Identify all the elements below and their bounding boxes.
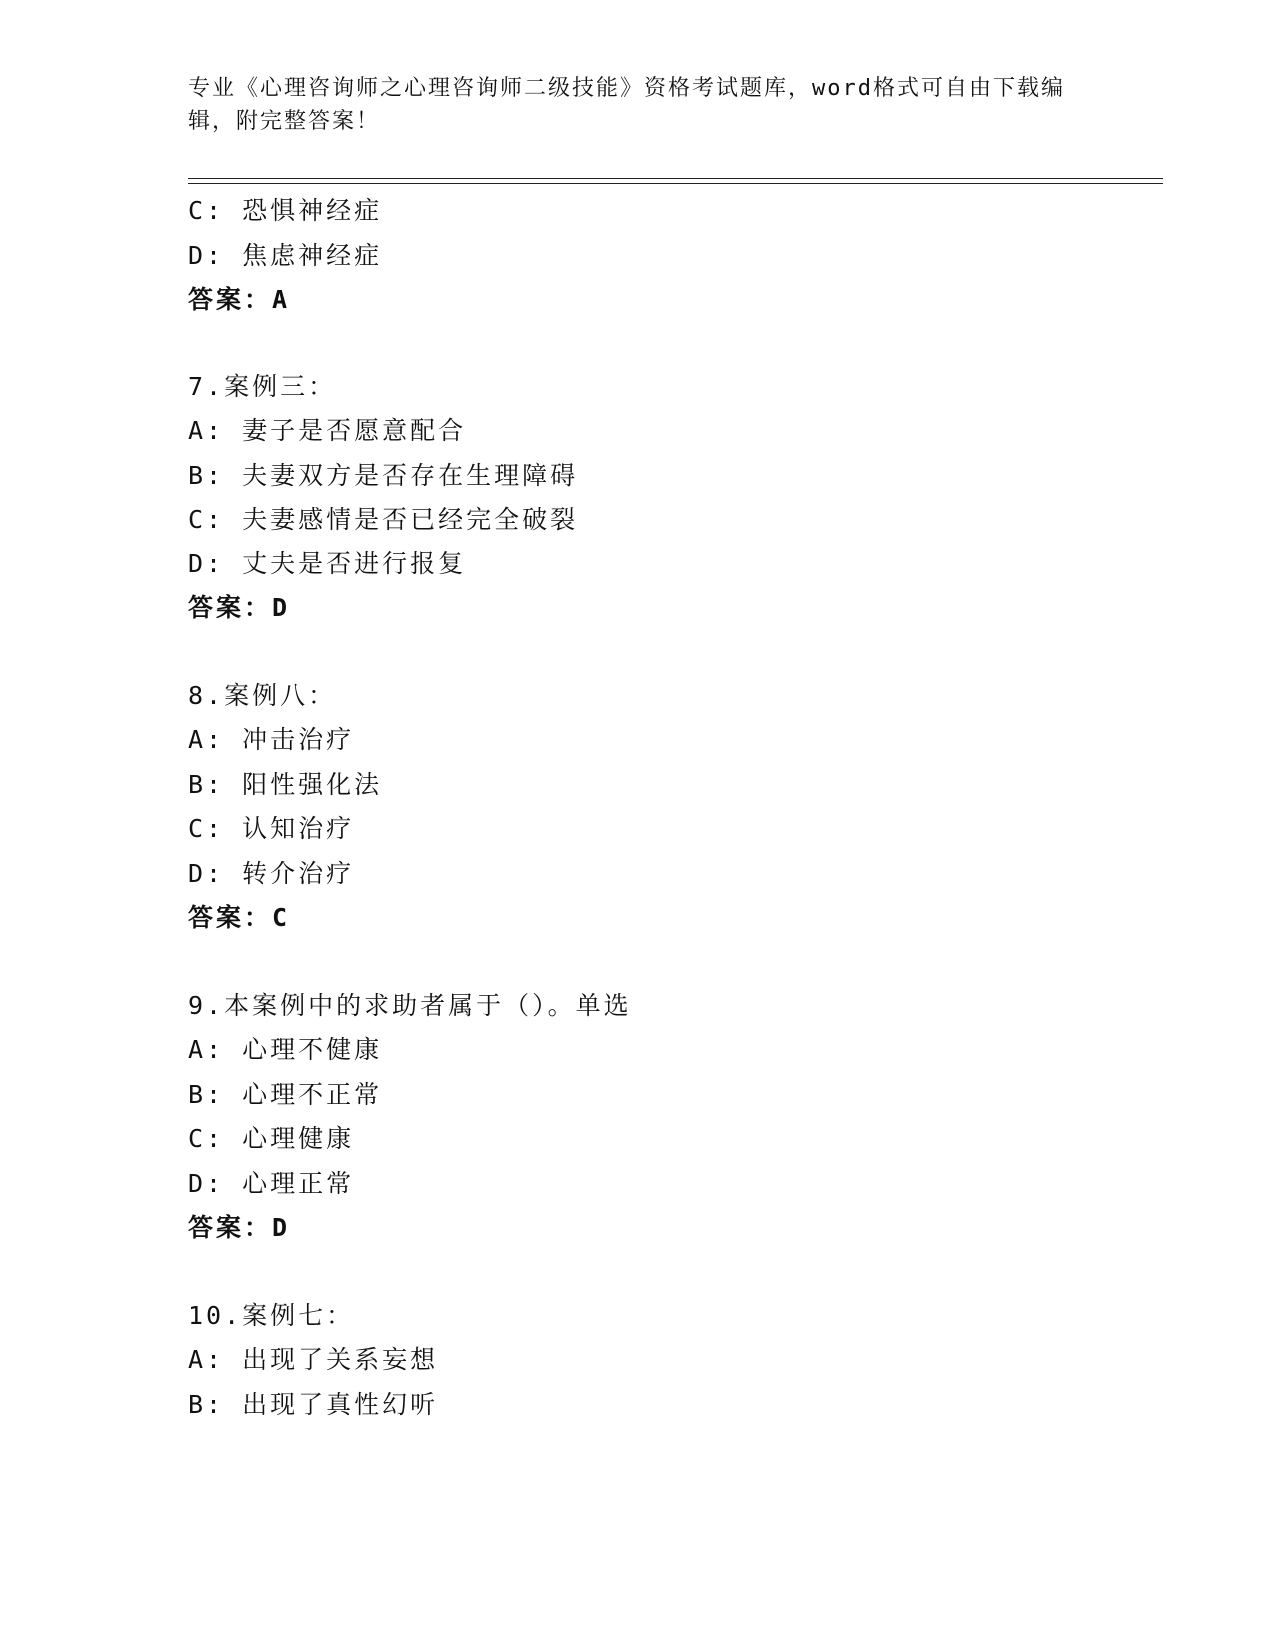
option-d: D: 焦虑神经症: [188, 241, 383, 270]
document-header: 专业《心理咨询师之心理咨询师二级技能》资格考试题库，word格式可自由下载编辑，附完整答案！: [188, 76, 1065, 134]
answer: 答案：D: [188, 1213, 291, 1242]
option-a: A: 出现了关系妄想: [188, 1345, 439, 1374]
option-b: B: 阳性强化法: [188, 770, 383, 799]
option-d: D: 丈夫是否进行报复: [188, 549, 467, 578]
answer: 答案：A: [188, 285, 291, 314]
question-title: 9.本案例中的求助者属于（）。单选: [188, 991, 632, 1020]
question-title: 10.案例七：: [188, 1301, 355, 1330]
option-b: B: 心理不正常: [188, 1080, 383, 1109]
option-a: A: 冲击治疗: [188, 725, 355, 754]
option-d: D: 转介治疗: [188, 859, 355, 888]
option-c: C: 认知治疗: [188, 814, 355, 843]
question-title: 7.案例三：: [188, 372, 337, 401]
header-divider-top: [188, 178, 1163, 179]
option-b: B: 出现了真性幻听: [188, 1390, 439, 1419]
option-d: D: 心理正常: [188, 1169, 355, 1198]
question-title: 8.案例八：: [188, 681, 337, 710]
option-b: B: 夫妻双方是否存在生理障碍: [188, 461, 579, 490]
option-a: A: 心理不健康: [188, 1035, 383, 1064]
option-c: C: 恐惧神经症: [188, 196, 383, 225]
option-a: A: 妻子是否愿意配合: [188, 416, 467, 445]
option-c: C: 夫妻感情是否已经完全破裂: [188, 505, 579, 534]
option-c: C: 心理健康: [188, 1124, 355, 1153]
answer: 答案：D: [188, 593, 291, 622]
header-divider-bottom: [188, 183, 1163, 184]
answer: 答案：C: [188, 903, 291, 932]
